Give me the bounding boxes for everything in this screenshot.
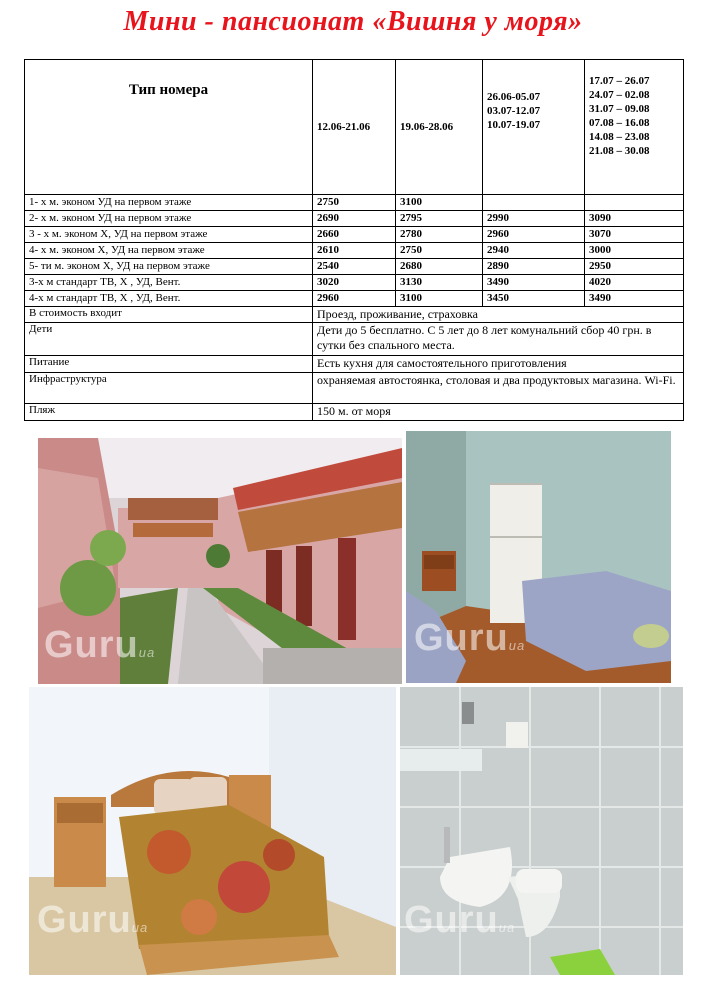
info-label: Дети: [25, 323, 313, 356]
price-cell: 2795: [396, 211, 483, 227]
watermark-logo: Guruua: [404, 899, 516, 941]
price-row: [25, 227, 684, 243]
period-header: [313, 60, 396, 195]
period-header: [396, 60, 483, 195]
price-cell: 3020: [313, 275, 396, 291]
price-row: [25, 275, 684, 291]
room-double-bed-photo: [29, 687, 396, 975]
price-table-header: [25, 60, 684, 195]
price-row: [25, 195, 684, 211]
price-cell: 2690: [313, 211, 396, 227]
price-cell: 3490: [585, 291, 684, 307]
info-value: 150 м. от моря: [313, 404, 684, 421]
price-cell: 2960: [483, 227, 585, 243]
info-row: [25, 307, 684, 323]
bathroom-photo: [400, 687, 683, 975]
room-type-cell: 1- х м. эконом УД на первом этаже: [25, 195, 313, 211]
price-cell: 2750: [396, 243, 483, 259]
price-row: [25, 243, 684, 259]
price-cell: 3000: [585, 243, 684, 259]
info-value: охраняемая автостоянка, столовая и два продуктовых магазина. Wi-Fi.: [313, 373, 684, 404]
price-cell: 3070: [585, 227, 684, 243]
price-row: [25, 211, 684, 227]
price-cell: 2750: [313, 195, 396, 211]
price-cell: 2610: [313, 243, 396, 259]
info-value: Есть кухня для самостоятельного приготовления: [313, 356, 684, 373]
price-row: [25, 291, 684, 307]
price-cell: [483, 195, 585, 211]
info-row: [25, 323, 684, 356]
price-cell: 2680: [396, 259, 483, 275]
price-cell: 3130: [396, 275, 483, 291]
price-cell: 2950: [585, 259, 684, 275]
period-line: 14.08 – 23.08: [589, 131, 650, 143]
price-cell: 2780: [396, 227, 483, 243]
price-cell: 4020: [585, 275, 684, 291]
info-value: Проезд, проживание, страховка: [313, 307, 684, 323]
price-cell: 3090: [585, 211, 684, 227]
period-header: [483, 60, 585, 195]
info-label: Пляж: [25, 404, 313, 421]
room-twin-beds-photo: [406, 431, 671, 683]
price-cell: [585, 195, 684, 211]
period-line: 19.06-28.06: [400, 121, 454, 133]
period-line: 17.07 – 26.07: [589, 75, 650, 87]
price-row: [25, 259, 684, 275]
price-cell: 2540: [313, 259, 396, 275]
period-line: 07.08 – 16.08: [589, 117, 650, 129]
room-type-cell: 4-х м стандарт ТВ, Х , УД, Вент.: [25, 291, 313, 307]
room-type-cell: 5- ти м. эконом Х, УД на первом этаже: [25, 259, 313, 275]
price-cell: 2660: [313, 227, 396, 243]
price-cell: 2990: [483, 211, 585, 227]
period-line: 26.06-05.07: [487, 91, 541, 103]
period-line: 31.07 – 09.08: [589, 103, 650, 115]
room-type-cell: 3-х м стандарт ТВ, Х , УД, Вент.: [25, 275, 313, 291]
price-cell: 3450: [483, 291, 585, 307]
info-label: В стоимость входит: [25, 307, 313, 323]
courtyard-photo: [38, 438, 402, 684]
info-value: Дети до 5 бесплатно. С 5 лет до 8 лет комунальний сбор 40 грн. в сутки без спального места.: [313, 323, 684, 356]
period-line: 10.07-19.07: [487, 119, 541, 131]
price-cell: 2960: [313, 291, 396, 307]
period-line: 24.07 – 02.08: [589, 89, 650, 101]
info-label: Питание: [25, 356, 313, 373]
price-table: [24, 59, 684, 421]
room-type-cell: 4- х м. эконом Х, УД на первом этаже: [25, 243, 313, 259]
info-row: [25, 373, 684, 404]
info-row: [25, 356, 684, 373]
period-line: 03.07-12.07: [487, 105, 541, 117]
room-type-cell: 2- х м. эконом УД на первом этаже: [25, 211, 313, 227]
info-row: [25, 404, 684, 421]
price-cell: 3100: [396, 195, 483, 211]
price-cell: 2890: [483, 259, 585, 275]
info-label: Инфраструктура: [25, 373, 313, 404]
price-cell: 2940: [483, 243, 585, 259]
watermark-logo: Guruua: [44, 624, 156, 666]
watermark-logo: Guruua: [414, 617, 526, 659]
period-line: 21.08 – 30.08: [589, 145, 650, 157]
period-line: 12.06-21.06: [317, 121, 371, 133]
watermark-logo: Guruua: [37, 899, 149, 941]
room-type-cell: 3 - х м. эконом Х, УД на первом этаже: [25, 227, 313, 243]
price-cell: 3490: [483, 275, 585, 291]
page-title: Мини - пансионат «Вишня у моря»: [123, 6, 583, 37]
room-type-header: Тип номера: [25, 60, 313, 195]
period-header: [585, 60, 684, 195]
price-cell: 3100: [396, 291, 483, 307]
